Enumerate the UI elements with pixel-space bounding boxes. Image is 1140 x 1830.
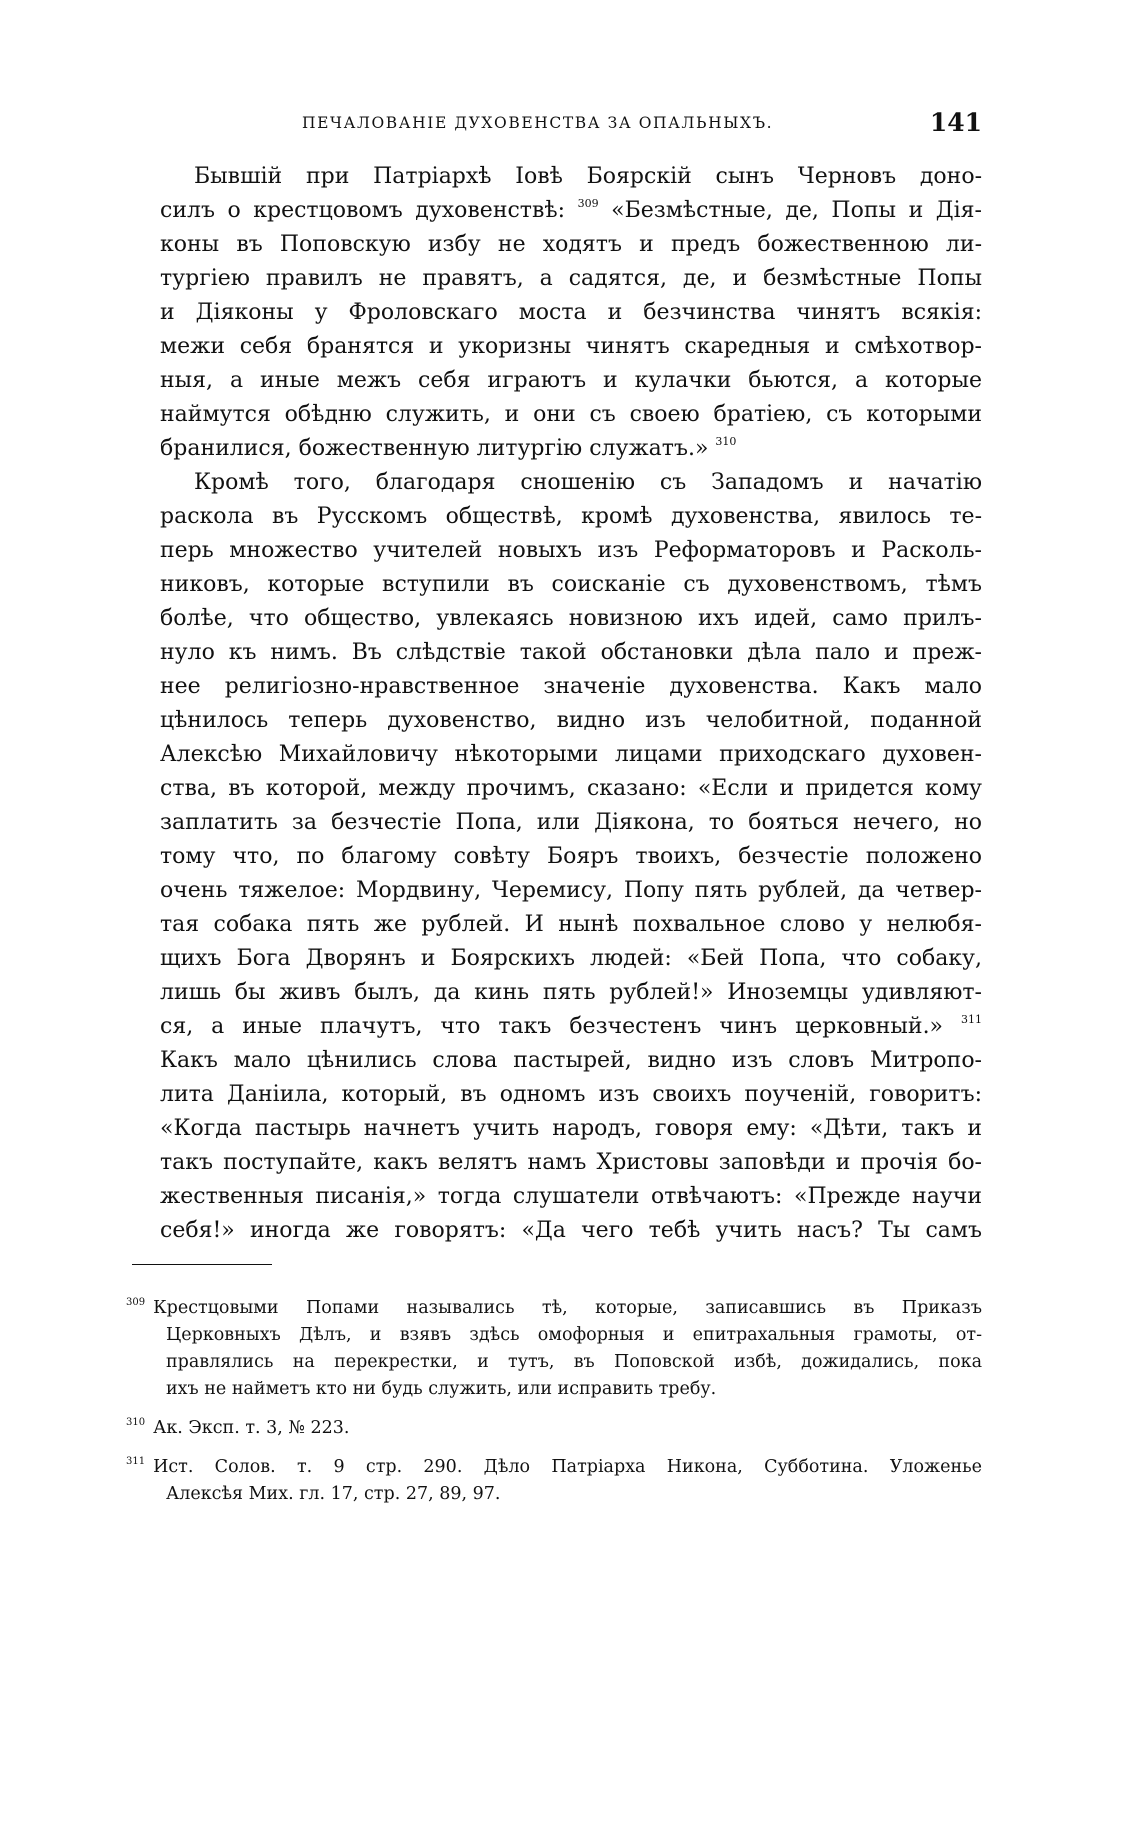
footnote-line: Алексѣя Мих. гл. 17, стр. 27, 89, 97. (166, 1484, 501, 1504)
footnotes (126, 1295, 982, 1508)
text-line: коны въ Поповскую избу не ходятъ и предъ божественною ли- (160, 232, 982, 257)
footnote-gap (126, 1403, 982, 1415)
text-line: Какъ мало цѣнились слова пастырей, видно изъ словъ Митропо- (160, 1048, 982, 1073)
page-header (302, 108, 982, 138)
footnote-line: $^{311}$ Ист. Солов. т. 9 стр. 290. Дѣло Патріарха Никона, Субботина. Уложенье (126, 1456, 982, 1477)
text-line: наймутся обѣдню служить, и они съ своею братіею, съ которыми (160, 402, 982, 427)
text-line: тургіею правилъ не правятъ, а садятся, де, и безмѣстные Попы (160, 266, 982, 291)
text-line: нее религіозно-нравственное значеніе духовенства. Какъ мало (160, 674, 982, 699)
footnote-line: $^{309}$ Крестцовыми Попами назывались тѣ, которые, записавшись въ Приказъ (126, 1297, 982, 1318)
text-line: жественныя писанія,» тогда слушатели отвѣчаютъ: «Прежде научи (160, 1184, 982, 1209)
text-line: тая собака пять же рублей. И нынѣ похвальное слово у нелюбя- (160, 912, 982, 937)
text-line: перь множество учителей новыхъ изъ Реформаторовъ и Расколь- (160, 538, 982, 563)
main-text (160, 160, 982, 1248)
running-head: ПЕЧАЛОВАНІЕ ДУХОВЕНСТВА ЗА ОПАЛЬНЫХЪ. (302, 114, 774, 132)
text-line: щихъ Бога Дворянъ и Боярскихъ людей: «Бей Попа, что собаку, (160, 946, 982, 971)
text-line: очень тяжелое: Мордвину, Черемису, Попу пять рублей, да четвер- (160, 878, 982, 903)
footnote-marker: 310 (126, 1417, 146, 1428)
text-line: нуло къ нимъ. Въ слѣдствіе такой обстановки дѣла пало и преж- (160, 640, 982, 665)
footnote-gap (126, 1442, 982, 1454)
text-line: заплатить за безчестіе Попа, или Діякона, то бояться нечего, но (160, 810, 982, 835)
text-line: лита Даніила, который, въ одномъ изъ своихъ поученій, говоритъ: (160, 1082, 982, 1107)
text-line: такъ поступайте, какъ велятъ намъ Христовы заповѣди и прочія бо- (160, 1150, 982, 1175)
footnote-separator (132, 1264, 272, 1265)
text-line: тому что, по благому совѣту Бояръ твоихъ, безчестіе положено (160, 844, 982, 869)
text-line: межи себя бранятся и укоризны чинятъ скаредныя и смѣхотвор- (160, 334, 982, 359)
text-line: ныя, а иные межъ себя играютъ и кулачки бьются, а которые (160, 368, 982, 393)
footnote-line: $^{310}$ Ак. Эксп. т. 3, № 223. (126, 1417, 350, 1438)
footnote-line: правлялись на перекрестки, и тутъ, въ Поповской избѣ, дожидались, пока (166, 1352, 982, 1372)
page-number: 141 (929, 108, 982, 137)
text-line: болѣе, что общество, увлекаясь новизною ихъ идей, само прилъ- (160, 606, 982, 631)
footnote-marker: 309 (126, 1297, 146, 1308)
text-line: ся, а иные плачутъ, что такъ безчестенъ чинъ церковный.» $^{311}$ (160, 1013, 982, 1039)
text-line: Алексѣю Михайловичу нѣкоторыми лицами приходскаго духовен- (160, 742, 982, 767)
text-line: бранилися, божественную литургію служатъ.» $^{310}$ (160, 435, 737, 461)
text-line: раскола въ Русскомъ обществѣ, кромѣ духовенства, явилось те- (160, 504, 982, 529)
text-line: цѣнилось теперь духовенство, видно изъ челобитной, поданной (160, 708, 982, 733)
text-line: Бывшій при Патріархѣ Іовѣ Боярскій сынъ Черновъ доно- (194, 164, 982, 189)
text-line: ства, въ которой, между прочимъ, сказано: «Если и придется кому (160, 776, 982, 801)
text-line: силъ о крестцовомъ духовенствѣ: $^{309}$ «Безмѣстные, де, Попы и Дія- (160, 197, 982, 223)
footnote-marker: 311 (126, 1456, 146, 1467)
text-line: себя!» иногда же говорятъ: «Да чего тебѣ учить насъ? Ты самъ (160, 1218, 982, 1243)
footnote-line: ихъ не найметъ кто ни будь служить, или исправить требу. (166, 1379, 717, 1399)
text-line: Кромѣ того, благодаря сношенію съ Западомъ и начатію (194, 470, 982, 495)
footnote-ref: 310 (715, 435, 737, 448)
text-line: «Когда пастырь начнетъ учить народъ, говоря ему: «Дѣти, такъ и (160, 1116, 982, 1141)
footnote-ref: 311 (961, 1013, 982, 1026)
text-line: лишь бы живъ былъ, да кинь пять рублей!» Иноземцы удивляют- (160, 980, 982, 1005)
footnote-ref: 309 (577, 197, 599, 210)
text-line: и Діяконы у Фроловскаго моста и безчинства чинятъ всякія: (160, 300, 982, 325)
footnote-line: Церковныхъ Дѣлъ, и взявъ здѣсь омофорныя и епитрахальныя грамоты, от- (166, 1325, 982, 1345)
text-line: никовъ, которые вступили въ соисканіе съ духовенствомъ, тѣмъ (160, 572, 982, 597)
